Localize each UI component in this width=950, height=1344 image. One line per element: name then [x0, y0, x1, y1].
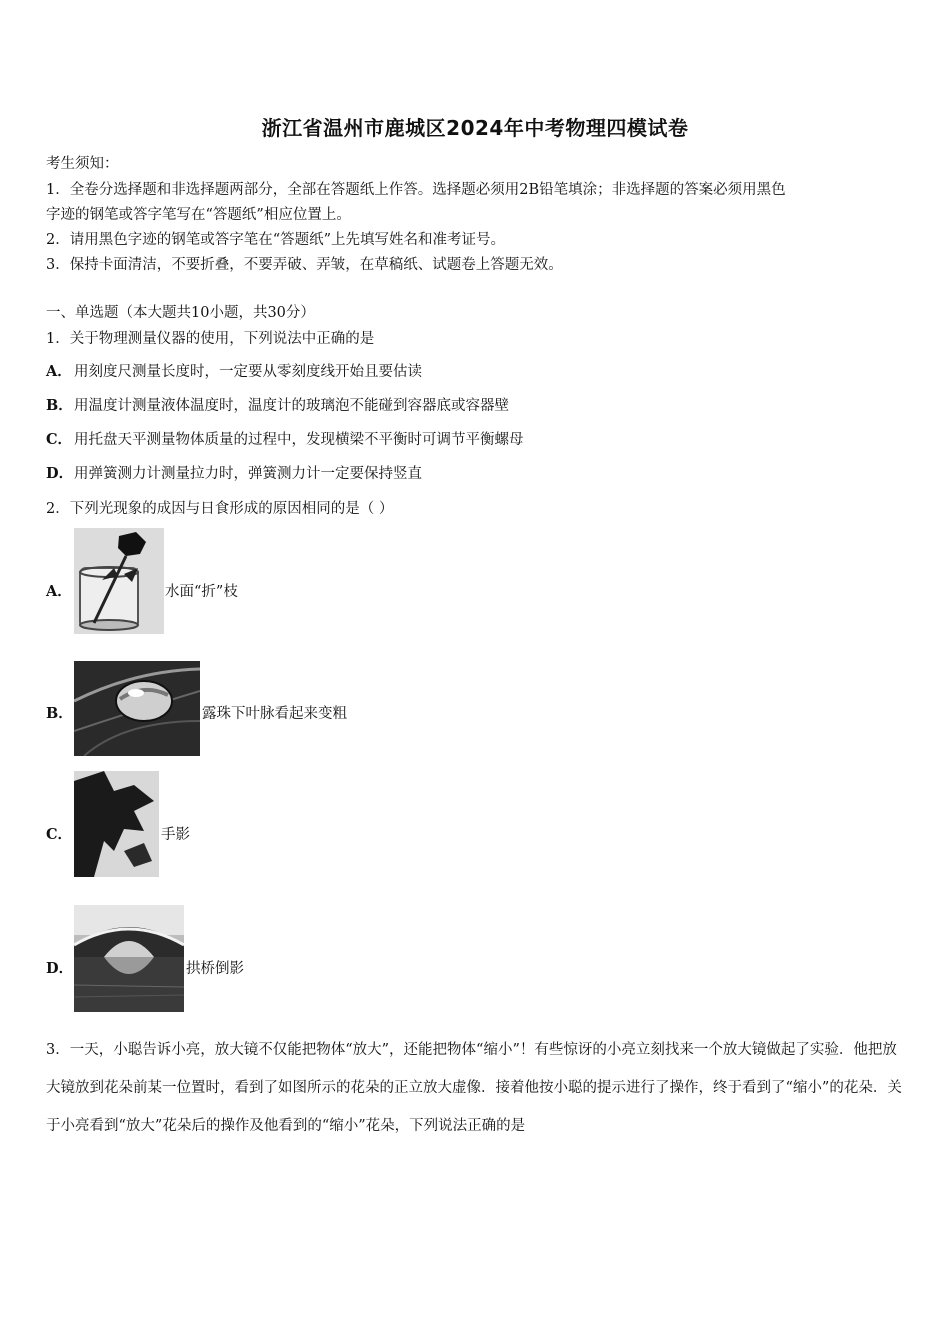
rose-in-glass-image: [74, 528, 164, 634]
option-label: B．: [46, 705, 73, 722]
question-2-stem: 2．下列光现象的成因与日食形成的原因相同的是（ ）: [46, 501, 394, 517]
option-label: C．: [46, 431, 73, 448]
option-label: D．: [46, 960, 74, 977]
question-3-stem: 3．一天，小聪告诉小亮，放大镜不仅能把物体“放大”，还能把物体“缩小”！有些惊讶的小亮立刻找来一个放大镜做起了实验．他把放大镜放到花朵前某一位置时，看到了如图所示的花朵的正立放大虚像．接着他按小聪的提示进行了操作，终于看到了“缩小”的花朵．关于小亮看到“放大”花朵后的操作及他看到的“缩小”花朵，下列说法正确的是: [46, 1042, 902, 1134]
option-text: 露珠下叶脉看起来变粗: [202, 706, 347, 722]
option-label: B．: [46, 397, 73, 414]
option-text: 手影: [161, 827, 190, 843]
option-label: A．: [46, 583, 72, 600]
question-1-stem: 1．关于物理测量仪器的使用，下列说法中正确的是: [46, 331, 375, 347]
notice-item: 1．全卷分选择题和非选择题两部分，全部在答题纸上作答。选择题必须用2B铅笔填涂；非选择题的答案必须用黑色: [46, 182, 786, 198]
option-text: 用刻度尺测量长度时，一定要从零刻度线开始且要估读: [74, 364, 422, 380]
hand-shadow-image: [74, 771, 159, 877]
section-heading: 一、单选题（本大题共10小题，共30分）: [46, 305, 315, 321]
page-title: 浙江省温州市鹿城区2024年中考物理四模试卷: [261, 116, 689, 140]
notice-item: 3．保持卡面清洁，不要折叠，不要弄破、弄皱，在草稿纸、试题卷上答题无效。: [46, 257, 563, 273]
arch-bridge-image: [74, 905, 184, 1012]
notice-heading: 考生须知：: [46, 156, 119, 172]
notice-item: 字迹的钢笔或答字笔写在“答题纸”相应位置上。: [46, 207, 351, 223]
dew-drop-leaf-image: [74, 661, 200, 756]
notice-item: 2．请用黑色字迹的钢笔或答字笔在“答题纸”上先填写姓名和准考证号。: [46, 232, 506, 248]
option-text: 用弹簧测力计测量拉力时，弹簧测力计一定要保持竖直: [74, 466, 422, 482]
option-text: 用温度计测量液体温度时，温度计的玻璃泡不能碰到容器底或容器壁: [74, 398, 509, 414]
option-label: A．: [46, 363, 72, 380]
option-text: 水面“折”枝: [165, 584, 238, 600]
option-label: D．: [46, 465, 74, 482]
option-text: 用托盘天平测量物体质量的过程中，发现横梁不平衡时可调节平衡螺母: [74, 432, 524, 448]
option-label: C．: [46, 826, 73, 843]
option-text: 拱桥倒影: [186, 961, 244, 977]
